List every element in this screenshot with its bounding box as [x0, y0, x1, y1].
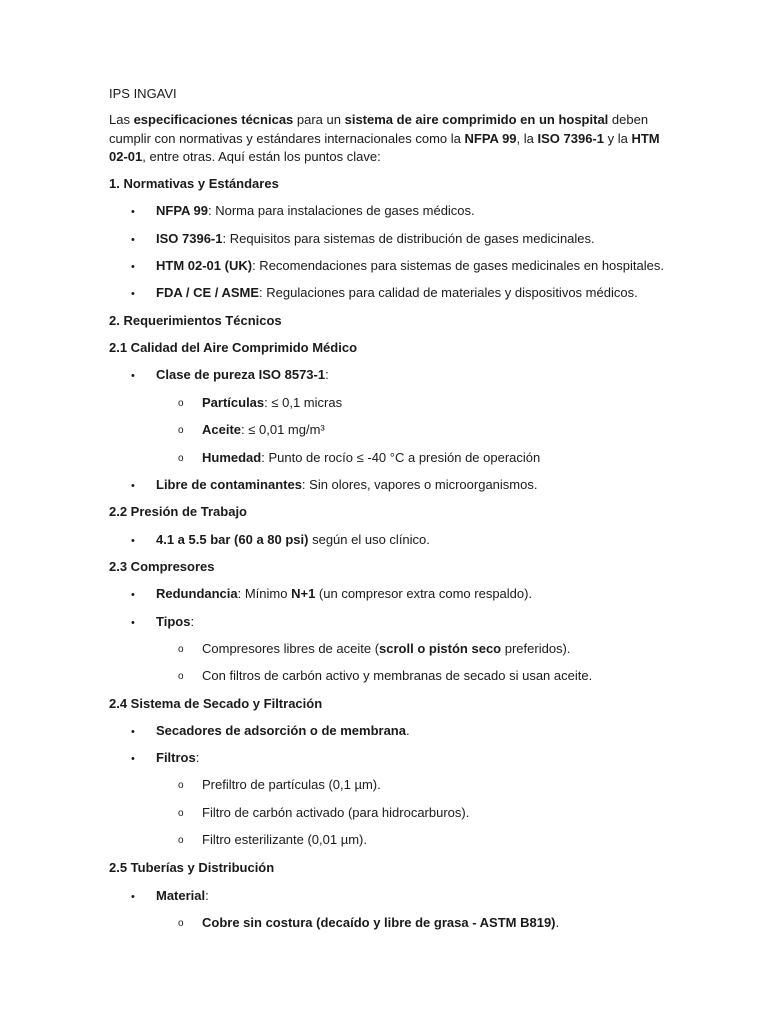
list-item	[156, 284, 638, 302]
sub-list-item-bold: Partículas	[202, 395, 265, 410]
list-item	[156, 887, 209, 905]
bullet-icon: •	[131, 535, 135, 547]
sub-list-item-text: preferidos).	[501, 641, 571, 656]
sub-list-item-text: .	[555, 915, 560, 930]
list-item-text: :	[205, 888, 209, 903]
intro-bold-4: ISO 7396-1	[537, 130, 604, 146]
sub-bullet-icon: o	[178, 808, 184, 819]
intro-text-5: y la	[604, 130, 632, 146]
list-item-bold: Redundancia	[156, 586, 238, 601]
intro-paragraph	[109, 111, 664, 167]
sub-list-item	[202, 421, 325, 439]
bullet-icon: •	[131, 617, 135, 629]
sub-list-item: Prefiltro de partículas (0,1 µm).	[202, 777, 381, 792]
sub-list-item	[202, 449, 540, 467]
sub-list-item: Filtro de carbón activado (para hidrocarburos).	[202, 805, 470, 820]
list-item	[156, 366, 329, 384]
bullet-icon: •	[131, 261, 135, 273]
list-item	[156, 585, 532, 603]
list-item-text: : Norma para instalaciones de gases médicos.	[208, 203, 475, 218]
sub-list-item: Con filtros de carbón activo y membranas de secado si usan aceite.	[202, 668, 593, 683]
sub-bullet-icon: o	[178, 780, 184, 791]
list-item	[156, 613, 194, 631]
section-heading-normativas: 1. Normativas y Estándares	[109, 176, 279, 191]
intro-text-4: , la	[516, 130, 538, 146]
intro-bold-5: HTM 02-01	[109, 130, 660, 164]
bullet-icon: •	[131, 288, 135, 300]
list-item-text: : Requisitos para sistemas de distribución de gases medicinales.	[222, 231, 595, 246]
list-item	[156, 202, 475, 220]
bullet-icon: •	[131, 726, 135, 738]
bullet-icon: •	[131, 234, 135, 246]
list-item-bold: NFPA 99	[156, 203, 209, 218]
subsection-heading-compresores: 2.3 Compresores	[109, 559, 215, 574]
bullet-icon: •	[131, 206, 135, 218]
bullet-icon: •	[131, 891, 135, 903]
intro-text-1: Las	[109, 112, 134, 127]
intro-bold-1: especificaciones técnicas	[133, 112, 294, 127]
list-item-text: : Regulaciones para calidad de materiales y dispositivos médicos.	[259, 285, 638, 300]
section-heading-requerimientos: 2. Requerimientos Técnicos	[109, 313, 282, 328]
intro-text-3: deben cumplir con normativas y estándares internacionales como la	[109, 112, 649, 146]
list-item-bold: Filtros	[156, 750, 196, 765]
list-item-bold: N+1	[291, 586, 316, 601]
list-item-text: (un compresor extra como respaldo).	[315, 586, 533, 601]
list-item-text: : Mínimo	[237, 586, 292, 601]
sub-list-item	[202, 394, 342, 412]
subsection-heading-presion: 2.2 Presión de Trabajo	[109, 504, 247, 519]
sub-list-item-text: : ≤ 0,1 micras	[264, 395, 343, 410]
list-item-text: :	[195, 750, 200, 765]
list-item-text: : Recomendaciones para sistemas de gases medicinales en hospitales.	[252, 258, 664, 273]
sub-bullet-icon: o	[178, 644, 184, 655]
sub-bullet-icon: o	[178, 398, 184, 409]
list-item-bold: Secadores de adsorción o de membrana	[156, 723, 406, 738]
sub-bullet-icon: o	[178, 671, 184, 682]
sub-bullet-icon: o	[178, 425, 184, 436]
list-item-text: : Sin olores, vapores o microorganismos.	[301, 477, 538, 492]
list-item-bold: Libre de contaminantes	[156, 477, 302, 492]
list-item-bold: HTM 02-01 (UK)	[156, 258, 253, 273]
sub-list-item	[202, 914, 559, 932]
sub-list-item	[202, 640, 571, 658]
list-item	[156, 476, 537, 494]
intro-bold-2: sistema de aire comprimido en un hospital	[344, 112, 609, 127]
sub-list-item-text: : ≤ 0,01 mg/m³	[241, 422, 325, 437]
sub-list-item-bold: Humedad	[202, 450, 262, 465]
list-item-bold: Clase de pureza ISO 8573-1	[156, 367, 326, 382]
list-item	[156, 531, 430, 549]
intro-text-6: , entre otras. Aquí están los puntos clave:	[142, 149, 381, 164]
list-item-bold: ISO 7396-1	[156, 231, 223, 246]
list-item	[156, 749, 199, 767]
list-item-text: .	[405, 723, 410, 738]
bullet-icon: •	[131, 589, 135, 601]
list-item-text: :	[325, 367, 329, 382]
list-item	[156, 722, 410, 740]
subsection-heading-calidad-aire: 2.1 Calidad del Aire Comprimido Médico	[109, 340, 358, 355]
list-item-bold: 4.1 a 5.5 bar (60 a 80 psi)	[156, 532, 309, 547]
list-item	[156, 230, 595, 248]
document-title: IPS INGAVI	[109, 86, 177, 101]
sub-bullet-icon: o	[178, 918, 184, 929]
bullet-icon: •	[131, 753, 135, 765]
list-item-bold: Tipos	[156, 614, 191, 629]
sub-bullet-icon: o	[178, 835, 184, 846]
list-item-text: según el uso clínico.	[308, 532, 430, 547]
bullet-icon: •	[131, 370, 135, 382]
sub-list-item-bold: scroll o pistón seco	[379, 641, 502, 656]
subsection-heading-tuberias: 2.5 Tuberías y Distribución	[109, 860, 275, 875]
intro-bold-3: NFPA 99	[464, 130, 517, 146]
list-item-bold: FDA / CE / ASME	[156, 285, 260, 300]
subsection-heading-secado: 2.4 Sistema de Secado y Filtración	[109, 696, 323, 711]
sub-bullet-icon: o	[178, 453, 184, 464]
sub-list-item-text: Compresores libres de aceite (	[202, 641, 380, 656]
sub-list-item-bold: Cobre sin costura (decaído y libre de grasa - ASTM B819)	[202, 915, 556, 930]
list-item	[156, 257, 664, 275]
bullet-icon: •	[131, 480, 135, 492]
list-item-bold: Material	[156, 888, 206, 903]
sub-list-item-text: : Punto de rocío ≤ -40 °C a presión de operación	[261, 450, 541, 465]
sub-list-item-bold: Aceite	[202, 422, 242, 437]
intro-text-2: para un	[293, 112, 345, 127]
sub-list-item: Filtro esterilizante (0,01 µm).	[202, 832, 367, 847]
list-item-text: :	[190, 614, 195, 629]
